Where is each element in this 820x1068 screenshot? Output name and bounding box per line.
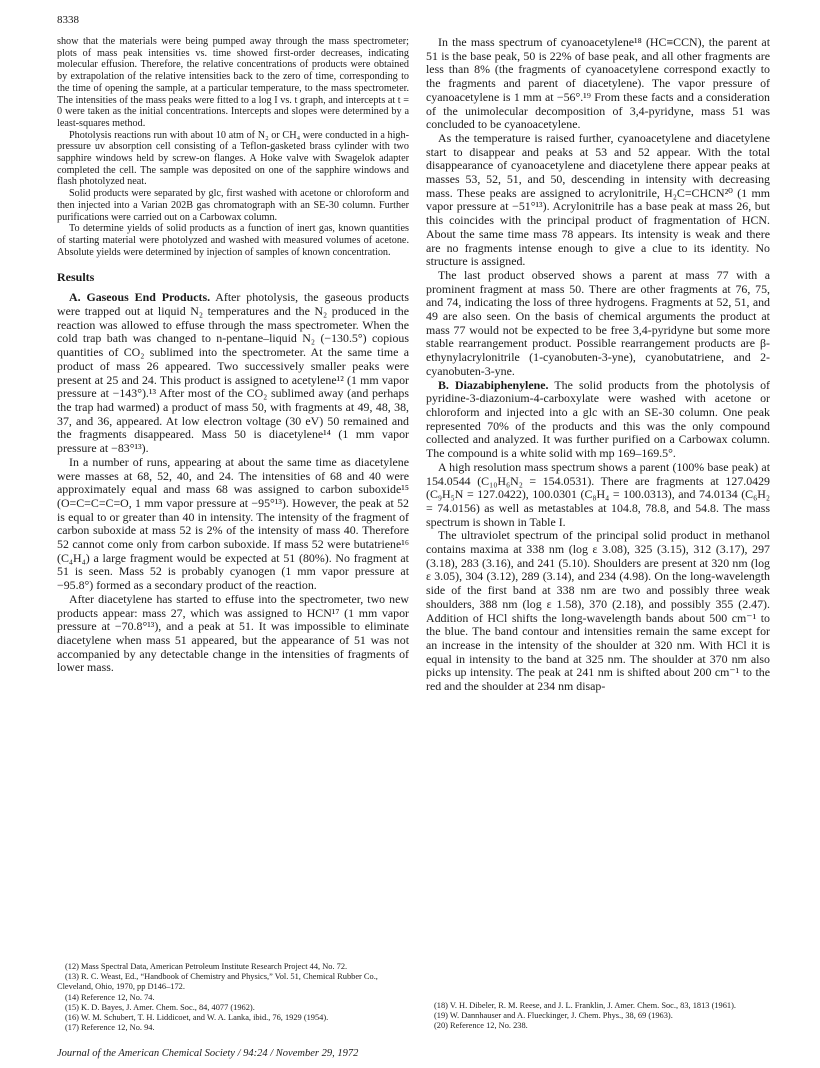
body-paragraph: In a number of runs, appearing at about the same time as diacetylene were masses at 68, 52, 40, and 24. The intensities of 68 and 40 were approximately equal and mass 68 was assigned to carbon suboxide¹⁵ (O=C=C=C=O, 1 mm vapor pressure at −95°¹³). However, the peak at 52 is equal to or greater than 40 in intensity. The intensity of the fragment of carbon suboxide at mass 52 is 2% of the intensity of mass 40. Therefore 52 cannot come only from carbon suboxide. If mass 52 were butatriene¹⁶ (C₄H₄) a large fragment would be expected at 51 (80%). No fragment at 51 is seen. Mass 52 is probably cyanogen (1 mm vapor pressure at −95.8°) formed as a secondary product of the reaction. [57, 454, 409, 593]
methods-paragraph: To determine yields of solid products as a function of inert gas, known quantities of starting material were photolyzed and washed with measured volumes of acetone. Absolute yields were determined by injection of samples of known concentration. [57, 223, 409, 258]
methods-paragraph: Solid products were separated by glc, first washed with acetone or chloroform and then injected into a Varian 202B gas chromatograph with an SE-30 column. Further purifications were carried out on a Carbowax column. [57, 188, 409, 223]
right-column [426, 36, 770, 694]
section-b-heading: B. Diazabiphenylene. [438, 377, 549, 392]
footnote: (15) K. D. Bayes, J. Amer. Chem. Soc., 84, 4077 (1962). [65, 1002, 255, 1012]
body-paragraph [426, 379, 770, 461]
paragraph-text: After photolysis, the gaseous products were trapped out at liquid N₂ temperatures and the N₂ produced in the reaction was allowed to effuse through the mass spectrometer. When the cold trap bath was changed to n-pentane–liquid N₂ (−130.5°) copious quantities of CO₂ sublimed into the spectrometer. At the same time a product of mass 26 appeared. Two successively smaller peaks were present at 25 and 24. This product is assigned to acetylene¹² (1 mm vapor pressure at −143°).¹³ After most of the CO₂ sublimed away (and perhaps the trap had warmed) a product of mass 50, with fragments at 49, 48, 38, 37, and 36, appeared. At low electron voltage (30 eV) 50 remained and the fragments disappeared. Mass 50 is diacetylene¹⁴ (1 mm vapor pressure at −83°¹³). [57, 290, 409, 456]
footnote: (12) Mass Spectral Data, American Petroleum Institute Research Project 44, No. 72. [65, 962, 348, 971]
paragraph-text: The solid products from the photolysis of pyridine-3-diazonium-4-carboxylate were washed with acetone or chloroform and injected into a glc with an SE-30 column. One peak represented 70% of the products and this was the only compound collected and analyzed. It was further purified on a Carbowax column. The compound is a white solid with mp 169–169.5°. [426, 377, 770, 461]
footnote: (17) Reference 12, No. 94. [65, 1023, 155, 1033]
body-paragraph: As the temperature is raised further, cyanoacetylene and diacetylene start to disappear and peaks at 53 and 52 appear. With the total disappearance of cyanoacetylene and diacetylene there appear peaks at masses 53, 52, 51, and 50, descending in intensity with decreasing mass. These peaks are assigned to acrylonitrile, H₂C=CHCN²⁰ (1 mm vapor pressure at −51°¹³). Acrylonitrile has a base peak at mass 26, but this coincides with the principal product of fragmentation of HCN. About the same time mass 78 appears. Its intensity is weak and there are no fragments intense enough to give a clue to its identity. No structure is assigned. [426, 130, 770, 269]
footnote: (14) Reference 12, No. 74. [65, 992, 155, 1002]
journal-footer: Journal of the American Chemical Society / 94:24 / November 29, 1972 [57, 1048, 359, 1059]
page-number: 8338 [57, 14, 79, 26]
section-a-heading: A. Gaseous End Products. [69, 290, 211, 305]
body-paragraph: The last product observed shows a parent at mass 77 with a prominent fragment at mass 50. There are other fragments at 76, 75, and 74, indicating the loss of three hydrogens. Fragments at 52, 51, and 49 are also seen. On the basis of chemical arguments the product at mass 77 would not be expected to be free 3,4-pyridyne but some more stable rearrangement product. Possible rearrangement products are β-ethynylacrylonitrile (1-cyanobuten-3-yne), cyanobutatriene, and 2-cyanobuten-3-yne. [426, 267, 770, 378]
methods-paragraph: Photolysis reactions run with about 10 atm of N₂ or CH₄ were conducted in a high-pressure uv absorption cell consisting of a Teflon-gasketed brass cylinder with two sapphire windows held by screw-on flanges. A Hoke valve with Swagelok adapter completed the cell. The sample was deposited on one of the sapphire windows and flash photolyzed neat. [57, 129, 409, 188]
left-column [57, 36, 409, 675]
footnote: (19) W. Dannhauser and A. Flueckinger, J. Chem. Phys., 38, 69 (1963). [434, 1011, 673, 1021]
footnote: (18) V. H. Dibeler, R. M. Reese, and J. L. Franklin, J. Amer. Chem. Soc., 83, 1813 (1961). [434, 1001, 736, 1010]
footnote: (16) W. M. Schubert, T. H. Liddicoet, and W. A. Lanka, ibid., 76, 1929 (1954). [65, 1013, 329, 1023]
right-footnotes [426, 1001, 770, 1032]
footnote: (13) R. C. Weast, Ed., “Handbook of Chemistry and Physics,” Vol. 51, Chemical Rubber Co., Cleveland, Ohio, 1970, pp D146–172. [57, 972, 378, 992]
left-footnotes [57, 962, 409, 1033]
body-paragraph: After diacetylene has started to effuse into the spectrometer, two new products appear: mass 27, which was assigned to HCN¹⁷ (1 mm vapor pressure at −70.8°¹³), and a peak at 51. It was impossible to eliminate diacetylene when mass 51 appeared, but the appearance of 51 was not accompanied by any detectable change in the intensities of fragments of lower mass. [57, 591, 409, 675]
methods-paragraph: show that the materials were being pumped away through the mass spectrometer; plots of mass peak intensities vs. time showed first-order decreases, indicating molecular effusion. Therefore, the relative concentrations of products were obtained by extrapolation of the relative intensities back to the zero of time, corresponding to the time of opening the sample, at a particular temperature, to the mass spectrometer. The intensities of the mass peaks were fitted to a log I vs. t graph, and intercepts at t = 0 were taken as the initial concentrations. Intercepts and slopes were determined by a least-squares method. [57, 36, 409, 129]
body-paragraph: The ultraviolet spectrum of the principal solid product in methanol contains maxima at 338 nm (log ε 3.08), 325 (3.15), 312 (3.17), 297 (3.18), 283 (3.16), and 241 (5.10). Shoulders are present at 320 nm (log ε 3.05), 304 (3.12), 289 (3.14), and 234 (4.98). On the long-wavelength side of the first band at 338 nm are two and possibly three weak shoulders, 388 nm (log ε 1.58), 370 (2.18), and possibly 355 (2.47). Addition of HCl shifts the long-wavelength bands about 500 cm⁻¹ to the blue. The band contour and intensities remain the same except for an increase in the intensity of the shoulder at 320 nm. With HCl it is equal in intensity to the band at 325 nm. The shoulder at 370 nm also picks up intensity. The peak at 241 nm is shifted about 200 cm⁻¹ to the red and the shoulder at 234 nm disap- [426, 528, 770, 694]
body-paragraph: A high resolution mass spectrum shows a parent (100% base peak) at 154.0544 (C₁₀H₆N₂ = 154.0531). There are fragments at 127.0429 (C₉H₅N = 127.0422), 100.0301 (C₈H₄ = 100.0313), and 74.0134 (C₆H₂ = 74.0156) as well as metastables at 104.8, 78.8, and 54.8. The mass spectrum is shown in Table I. [426, 459, 770, 529]
results-heading: Results [57, 270, 95, 285]
footnote: (20) Reference 12, No. 238. [434, 1021, 528, 1031]
body-paragraph [57, 291, 409, 455]
body-paragraph: In the mass spectrum of cyanoacetylene¹⁸ (HC≡CCN), the parent at 51 is the base peak, 50 is 22% of base peak, and all other fragments are less than 8% (the fragments of cyanoacetylene correspond exactly to the fragments and parent of diacetylene). The vapor pressure of cyanoacetylene is 1 mm at −56°.¹⁹ From these facts and a consideration of the unimolecular decomposition of 3,4-pyridyne, mass 51 was concluded to be cyanoacetylene. [426, 35, 770, 132]
